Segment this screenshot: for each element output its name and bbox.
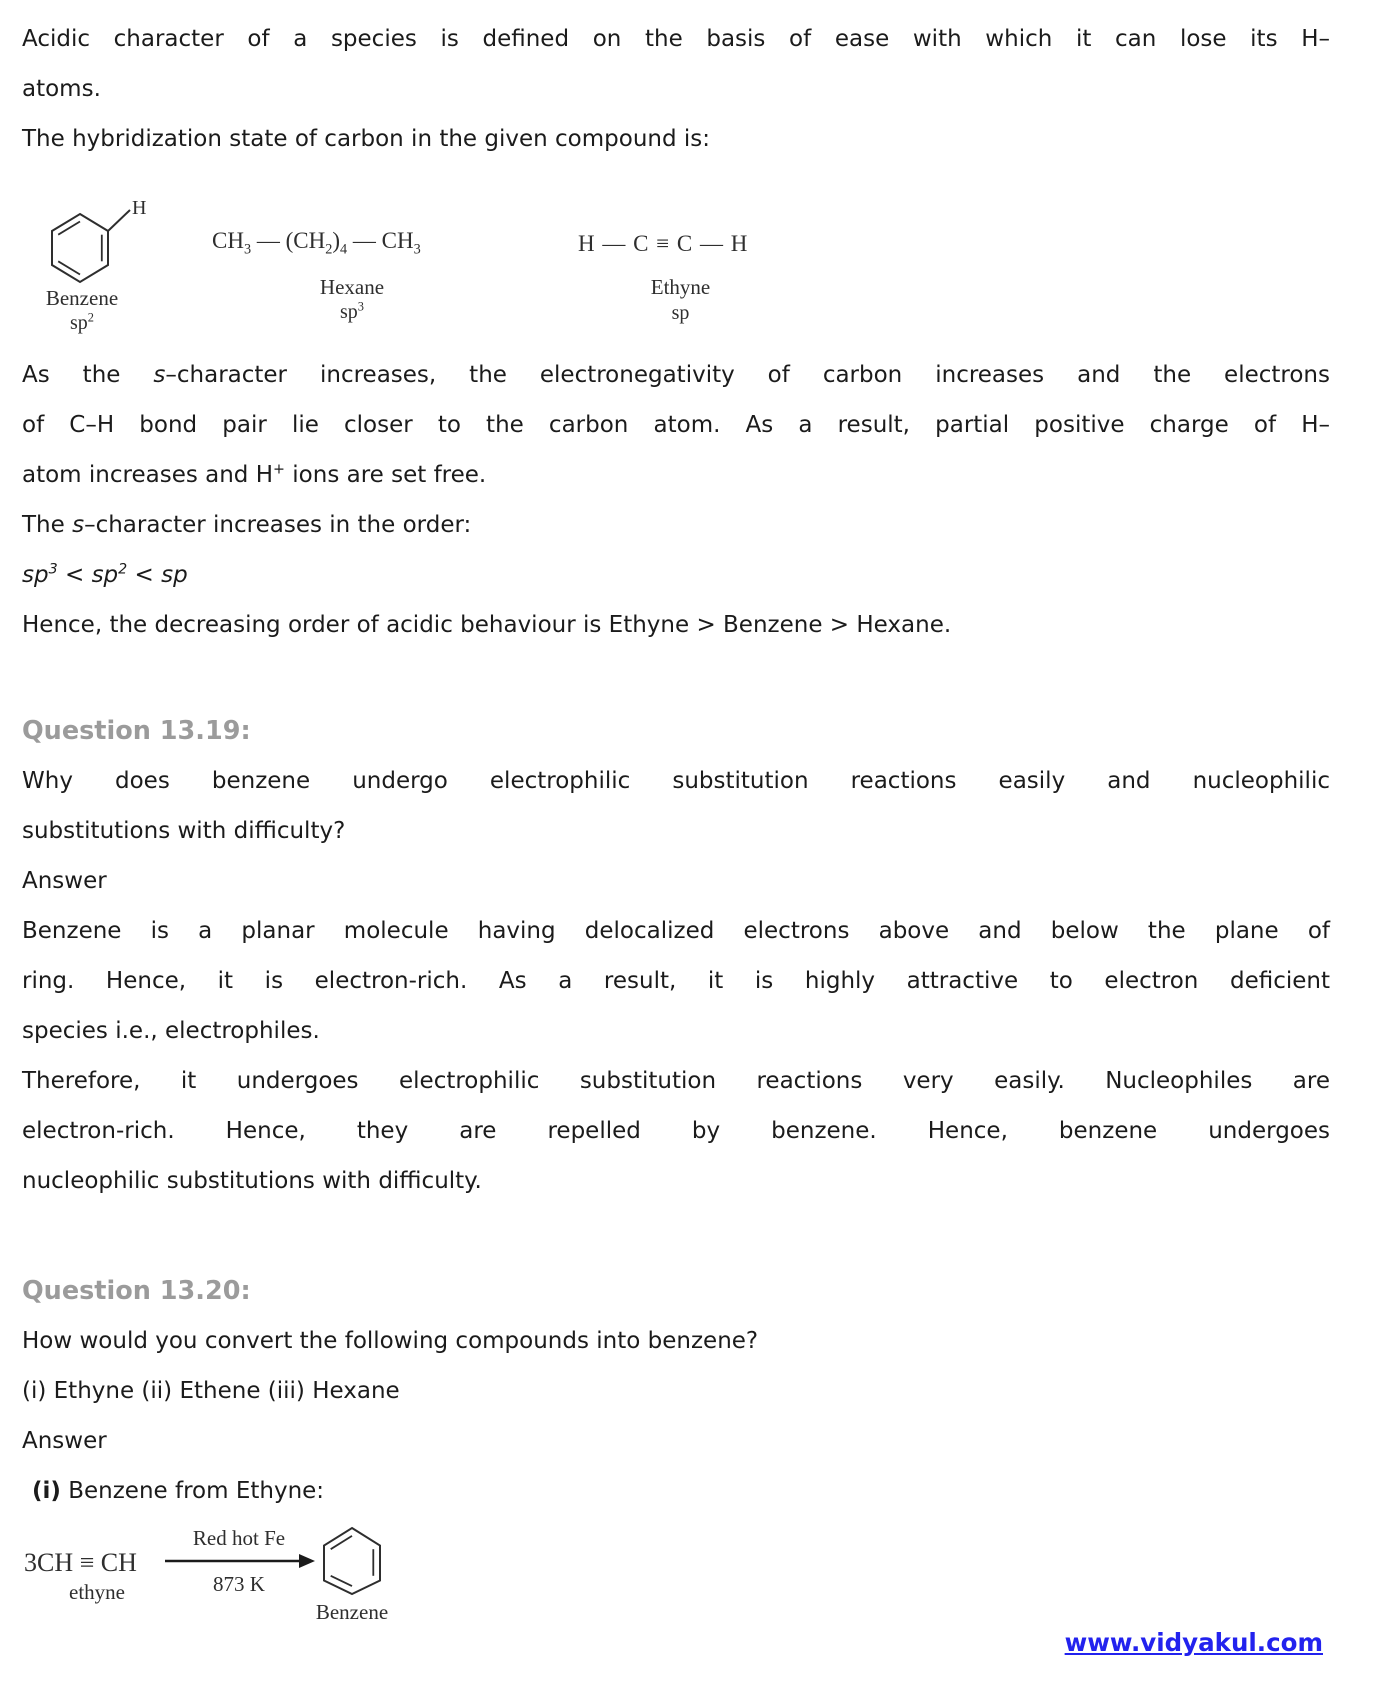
benzene-ring <box>324 1528 380 1594</box>
text-line: Why does benzene undergo electrophilic substitution reactions easily and nucleophilic <box>22 768 1330 794</box>
sp-superscript: 2 <box>118 561 128 578</box>
ethyne-hyb-base: sp <box>671 302 690 324</box>
benzene-h-bond <box>108 210 130 231</box>
section-gap <box>22 1206 1330 1266</box>
intro-line-2: atoms. <box>22 76 101 102</box>
reaction-reactant-label: ethyne <box>69 1580 125 1604</box>
text-line: Benzene is a planar molecule having delocalized electrons above and below the plane of <box>22 918 1330 944</box>
benzene-double-bonds <box>331 1536 374 1586</box>
ethyne-label: Ethyne <box>650 275 711 299</box>
sp-superscript: 3 <box>48 561 58 578</box>
text-token: As the <box>22 362 154 388</box>
italic-token: s <box>72 512 85 538</box>
text-line: Hence, the decreasing order of acidic behaviour is Ethyne > Benzene > Hexane. <box>22 612 952 638</box>
text-line: electron-rich. Hence, they are repelled by benzene. Hence, benzene undergoes <box>22 1118 1330 1144</box>
text-line: (i) Ethyne (ii) Ethene (iii) Hexane <box>22 1378 400 1404</box>
hexane-hybridization <box>212 300 492 324</box>
text-token: –character increases in the order: <box>84 512 472 538</box>
text-token: atom increases and H <box>22 462 274 488</box>
ethyne-formula: H — C ≡ C — H <box>578 231 749 256</box>
benzene-hybridization <box>22 311 142 335</box>
answer-label: Answer <box>22 868 107 894</box>
sp-token: sp <box>161 562 188 588</box>
text-token: The <box>22 512 73 538</box>
hexane-formula <box>212 228 421 258</box>
hexane-label: Hexane <box>319 275 385 299</box>
text-line <box>22 450 1330 500</box>
hexane-formula-token: ) <box>332 228 340 253</box>
ethyne-hybridization <box>578 301 783 325</box>
hexane-formula-sub: 3 <box>243 241 252 258</box>
text-line: species i.e., electrophiles. <box>22 1018 320 1044</box>
benzene-label: Benzene <box>45 286 119 310</box>
intro-line-3: The hybridization state of carbon in the given compound is: <box>22 126 711 152</box>
text-token: ions are set free. <box>284 462 487 488</box>
text-token: –character increases, the electronegativity of carbon increases and the electrons <box>165 362 1330 388</box>
text-line: How would you convert the following compounds into benzene? <box>22 1328 759 1354</box>
less-than-token: < <box>127 562 162 588</box>
product-benzene-ring-drawing <box>320 1524 384 1598</box>
hexane-formula-sub: 3 <box>413 241 421 258</box>
subanswer-number: (i) <box>32 1478 61 1504</box>
text-line: substitutions with difficulty? <box>22 818 346 844</box>
subanswer-heading <box>22 1466 1330 1516</box>
intro-line-1: Acidic character of a species is defined on the basis of ease with which it can lose its H– <box>22 26 1330 52</box>
hexane-formula-token: CH <box>212 228 244 253</box>
benzene-double-bonds <box>58 222 102 275</box>
ethyne-to-benzene-reaction <box>22 1524 1330 1624</box>
hexane-hyb-base: sp <box>340 301 358 323</box>
text-line: ring. Hence, it is electron-rich. As a result, it is highly attractive to electron deficient <box>22 968 1330 994</box>
hybridization-structures <box>22 178 1330 350</box>
hexane-hyb-sup: 3 <box>357 299 364 314</box>
benzene-h-label: H <box>132 197 147 219</box>
subanswer-title: Benzene from Ethyne: <box>60 1478 325 1504</box>
italic-token: s <box>153 362 166 388</box>
sp-token: sp <box>91 562 119 588</box>
text-line: nucleophilic substitutions with difficulty. <box>22 1168 482 1194</box>
benzene-structure-drawing <box>38 188 168 293</box>
benzene-hyb-sup: 2 <box>87 310 94 325</box>
benzene-ring <box>52 214 108 282</box>
less-than-token: < <box>57 562 92 588</box>
reaction-arrow-icon <box>165 1551 315 1571</box>
section-gap <box>22 650 1330 706</box>
reaction-condition-temperature: 873 K <box>213 1572 265 1596</box>
question-13-19-heading: Question 13.19: <box>22 716 251 746</box>
hexane-formula-sub: 4 <box>340 241 348 258</box>
question-13-20-heading: Question 13.20: <box>22 1276 251 1306</box>
hexane-formula-token: — (CH <box>251 228 326 253</box>
hexane-formula-token: — CH <box>347 228 414 253</box>
text-line: Therefore, it undergoes electrophilic substitution reactions very easily. Nucleophiles are <box>22 1068 1330 1094</box>
sp-token: sp <box>22 562 49 588</box>
reaction-reactant: 3CH ≡ CH <box>24 1548 137 1577</box>
hybridization-order-line <box>22 550 1330 600</box>
hexane-formula-sub: 2 <box>325 241 333 258</box>
text-line <box>22 500 1330 550</box>
text-line: of C–H bond pair lie closer to the carbon atom. As a result, partial positive charge of H– <box>22 412 1330 438</box>
reaction-condition-catalyst: Red hot Fe <box>192 1526 286 1550</box>
benzene-hyb-base: sp <box>70 312 88 334</box>
superscript-plus: + <box>273 461 285 478</box>
text-line <box>22 350 1330 400</box>
footer-website-link[interactable]: www.vidyakul.com <box>1064 1628 1323 1657</box>
answer-label: Answer <box>22 1428 107 1454</box>
reaction-product-label: Benzene <box>315 1600 389 1624</box>
